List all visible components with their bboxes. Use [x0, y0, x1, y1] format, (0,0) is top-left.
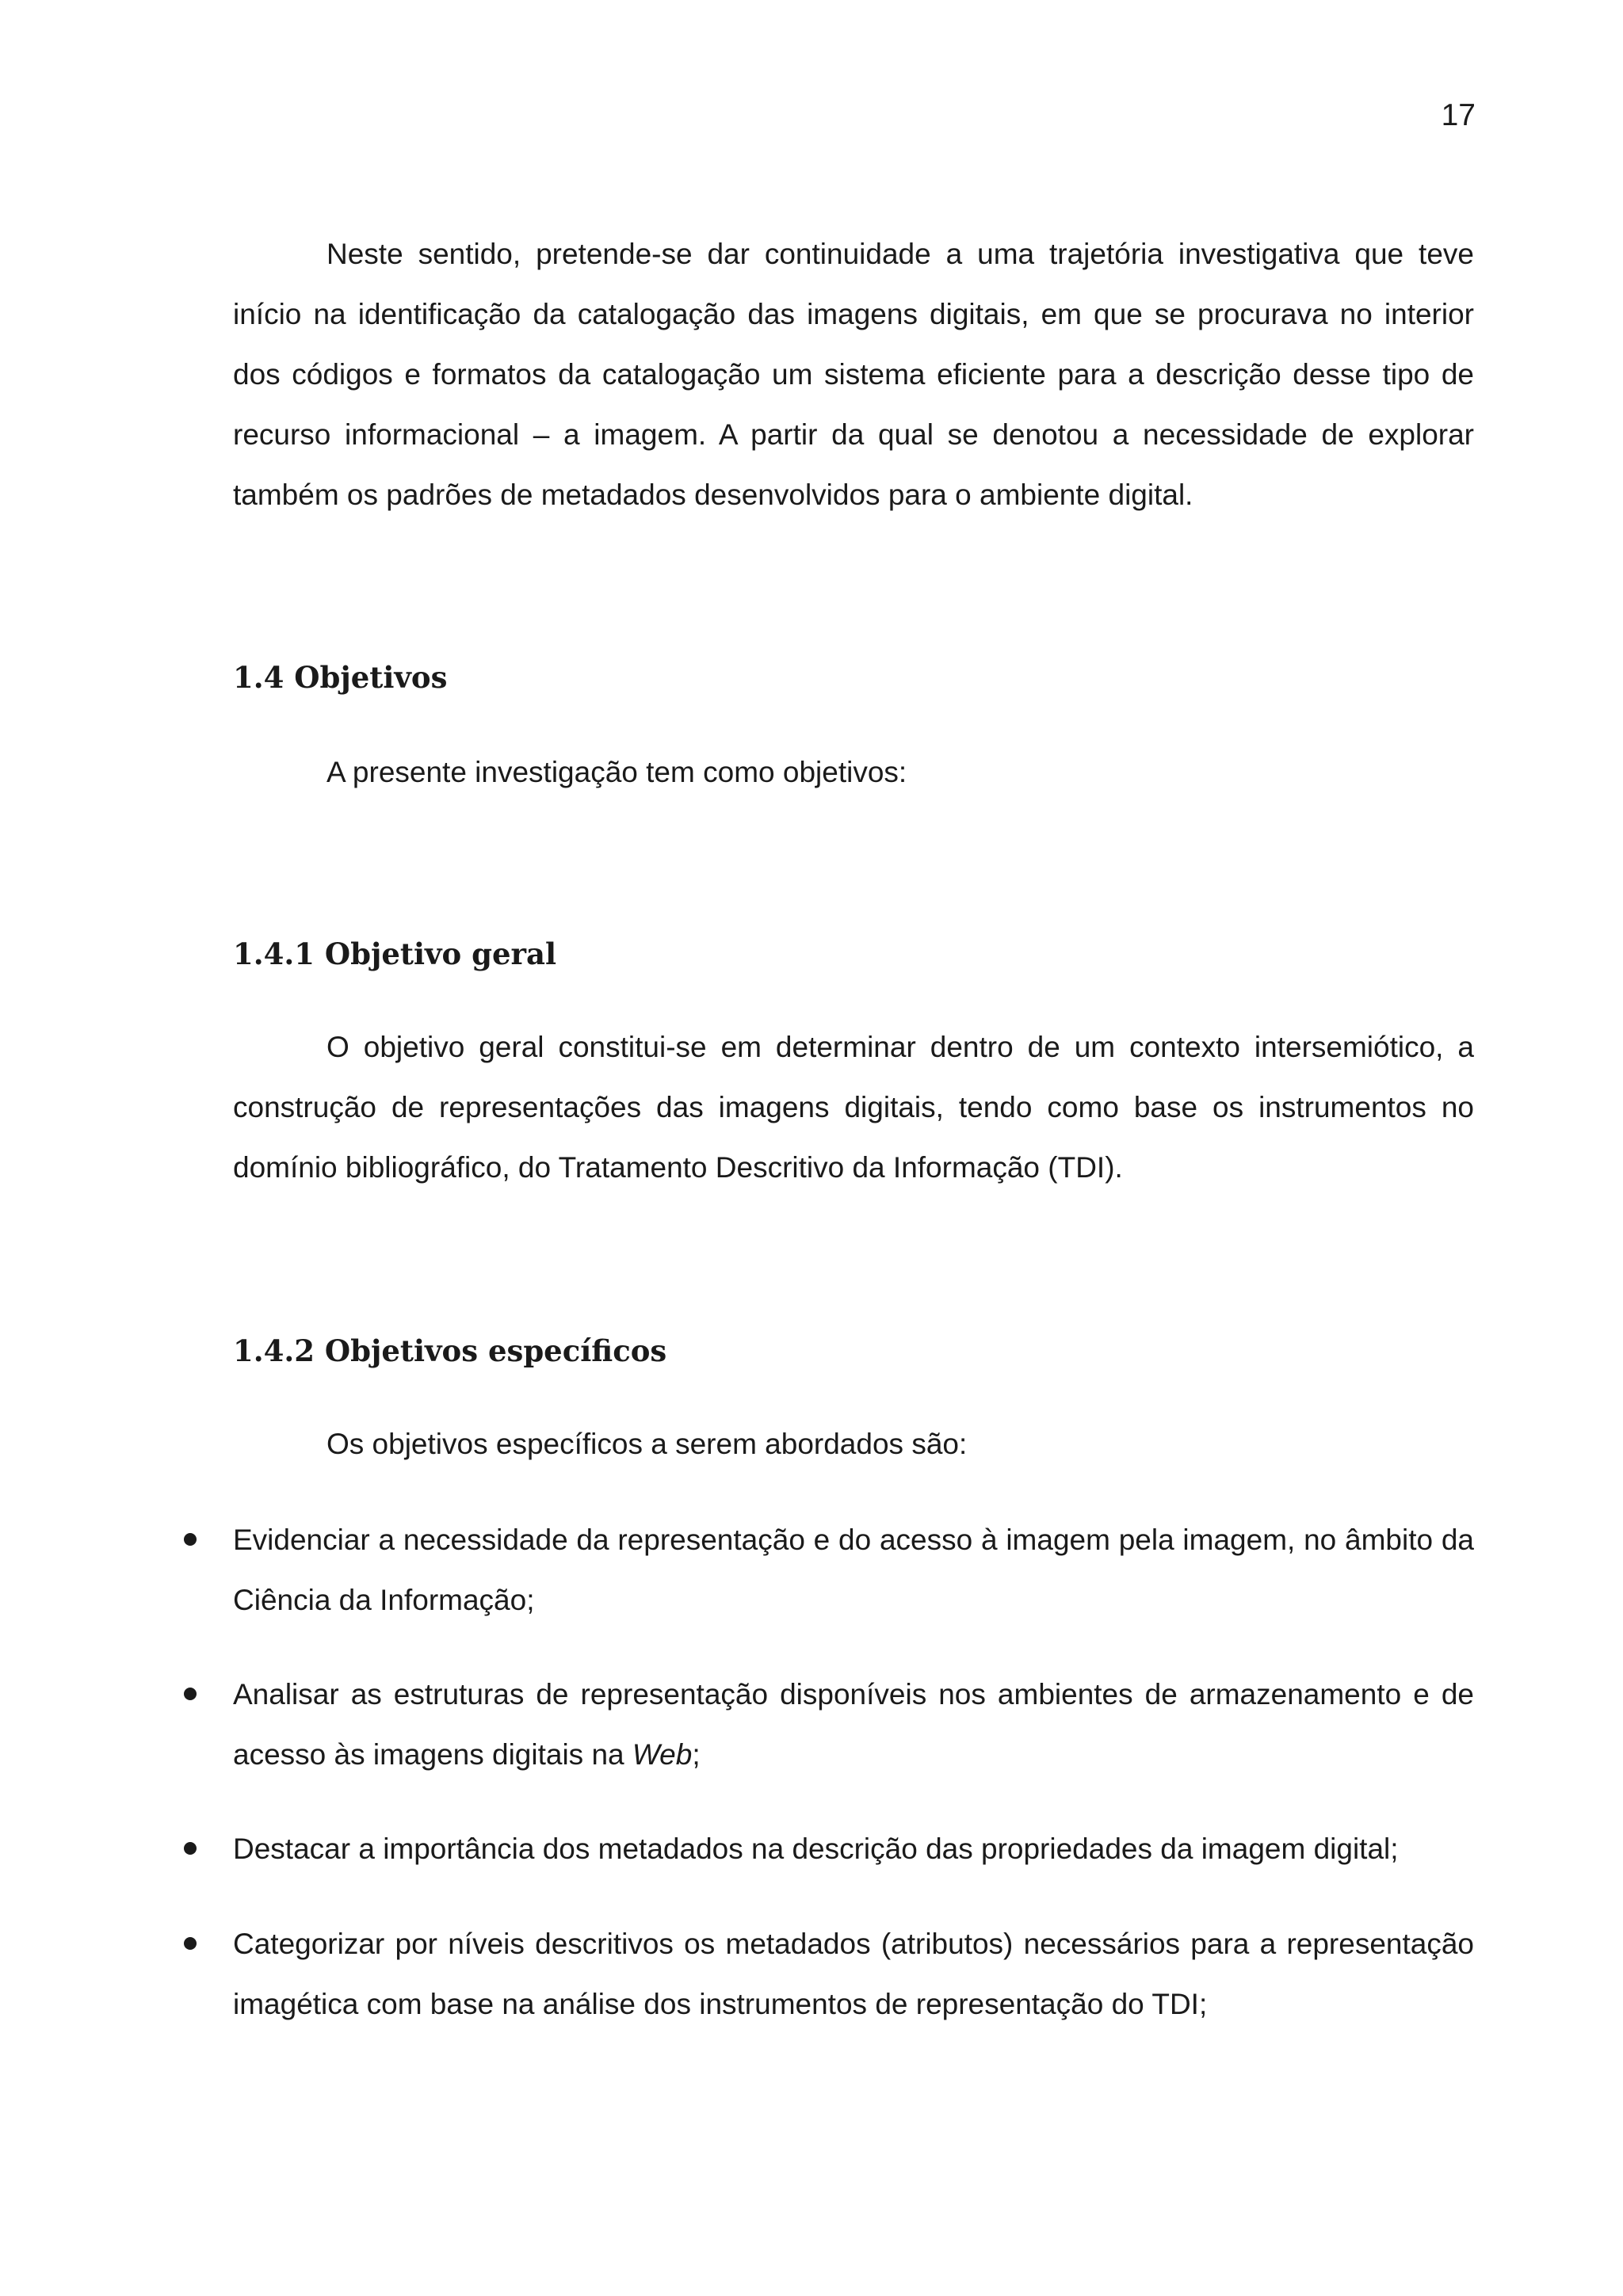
heading-objetivos-especificos: 1.4.2 Objetivos específicos — [233, 1333, 667, 1368]
list-item-text: Destacar a importância dos metadados na descrição das propriedades da imagem digital; — [233, 1833, 1399, 1865]
list-item-end: ; — [692, 1738, 701, 1771]
objetivos-especificos-intro: Os objetivos específicos a serem abordados são: — [327, 1428, 968, 1460]
objetivo-geral-paragraph: O objetivo geral constitui-se em determinar dentro de um contexto intersemiótico, a construção de representações das imagens digitais, tendo como base os instrumentos no domínio bibliográfico, do Tratamento Descritivo da Informação (TDI). — [233, 1031, 1474, 1184]
list-item-text: Analisar as estruturas de representação disponíveis nos ambientes de armazenamento e de acesso às imagens digitais na — [233, 1678, 1474, 1771]
bullet-icon — [184, 1533, 197, 1546]
list-item-italic: Web — [632, 1738, 693, 1771]
bullet-icon — [184, 1842, 197, 1855]
bullet-icon — [184, 1937, 197, 1950]
intro-paragraph: Neste sentido, pretende-se dar continuidade a uma trajetória investigativa que teve início na identificação da catalogação das imagens digitais, em que se procurava no interior dos códigos e formatos da catalogação um sistema eficiente para a descrição desse tipo de recurso informacional – a imagem. A partir da qual se denotou a necessidade de explorar também os padrões de metadados desenvolvidos para o ambiente digital. — [233, 238, 1474, 511]
list-item — [233, 1510, 1474, 1630]
heading-objetivo-geral: 1.4.1 Objetivo geral — [233, 936, 557, 971]
page-number: 17 — [1441, 98, 1476, 132]
list-item-text: Categorizar por níveis descritivos os metadados (atributos) necessários para a representação imagética com base na análise dos instrumentos de representação do TDI; — [233, 1928, 1474, 2020]
heading-objetivos: 1.4 Objetivos — [233, 660, 448, 695]
objetivos-intro: A presente investigação tem como objetivos: — [327, 756, 907, 788]
list-item — [233, 1914, 1474, 2035]
list-item — [233, 1819, 1474, 1879]
list-item — [233, 1665, 1474, 1785]
bullet-icon — [184, 1688, 197, 1700]
list-item-text: Evidenciar a necessidade da representação e do acesso à imagem pela imagem, no âmbito da Ciência da Informação; — [233, 1524, 1474, 1616]
